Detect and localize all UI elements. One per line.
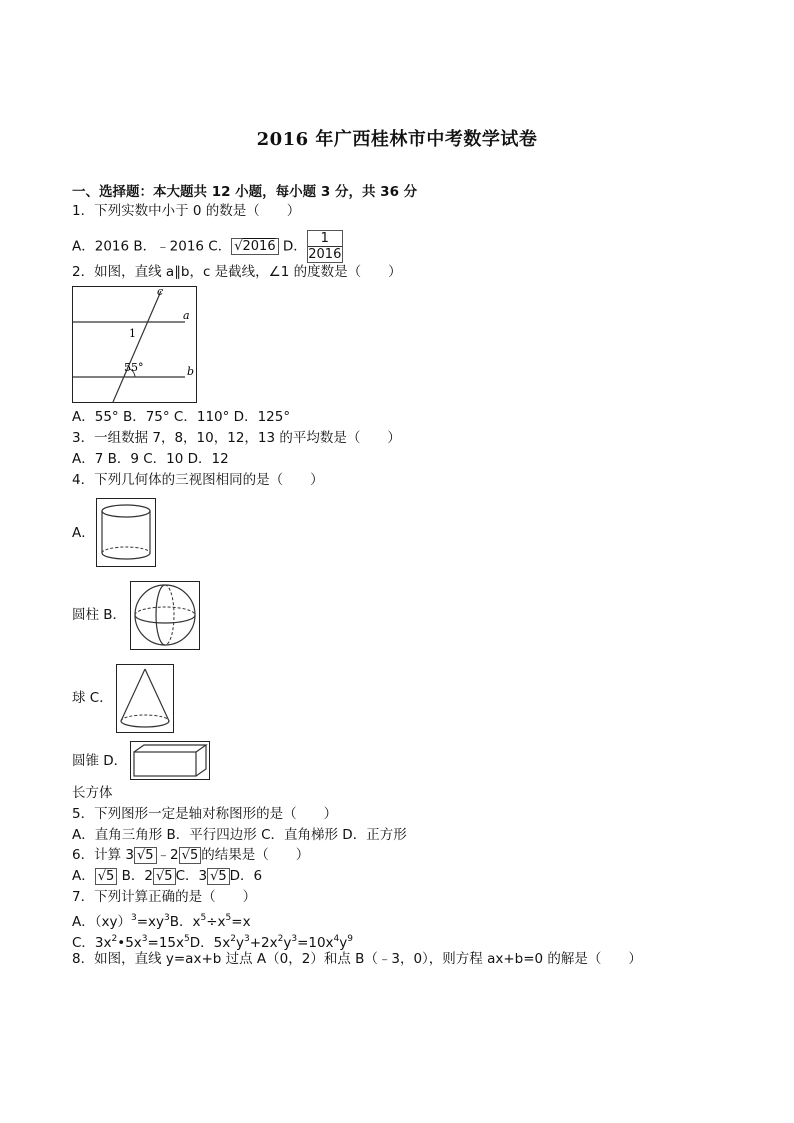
q7-l2-t2: •5x <box>117 935 142 951</box>
q2-stem: 2．如图，直线 a∥b，c 是截线，∠1 的度数是（ ） <box>72 264 402 280</box>
label-a: a <box>183 309 190 322</box>
q6-sqrt-2: √5 <box>179 847 202 864</box>
q7-l2-t16: y <box>339 935 348 951</box>
sphere-equator-front <box>135 615 195 623</box>
line-c <box>113 291 161 402</box>
cuboid-side <box>196 745 206 776</box>
cone-right <box>145 669 169 721</box>
cone-base-back <box>121 715 169 721</box>
q6-options <box>72 867 262 885</box>
q7-l2-t14: =10x <box>297 935 334 951</box>
q6-stem-b: ﹣2 <box>156 847 179 863</box>
cylinder-bottom-back <box>102 547 150 553</box>
q7-l2-t6: D．5x <box>189 935 231 951</box>
q7-l2-s3: 3 <box>141 934 148 944</box>
q6-opt-c: C．3 <box>175 868 208 884</box>
label-1: 1 <box>129 327 136 340</box>
q6-sqrt-1-val: 5 <box>145 847 154 863</box>
q1-option-d-label: D． <box>278 238 307 255</box>
q2-figure-svg <box>73 287 196 402</box>
q6-opt-d: D．6 <box>229 868 263 884</box>
q6-stem <box>72 846 309 864</box>
q7-l1-t6: ÷x <box>206 914 226 930</box>
q7-l1-s3: 3 <box>164 913 170 923</box>
sphere-outline <box>135 585 195 645</box>
q6-opt-b-val: 5 <box>164 868 173 884</box>
cuboid-front <box>134 752 196 776</box>
q2-figure <box>72 286 197 403</box>
q1-frac-num: 1 <box>308 231 342 247</box>
q1-sqrt: √2016 <box>231 238 278 255</box>
q7-l2-t10: +2x <box>249 935 278 951</box>
q6-opt-b: B．2 <box>117 868 153 884</box>
q1-options <box>72 230 343 263</box>
cone-figure <box>116 664 174 733</box>
cuboid-top <box>134 745 206 752</box>
q6-opt-a-sqrt: √5 <box>95 868 118 885</box>
label-55: 55° <box>124 361 144 374</box>
q6-opt-c-val: 5 <box>218 868 227 884</box>
q5-stem: 5．下列图形一定是轴对称图形的是（ ） <box>72 806 338 822</box>
cuboid-svg <box>131 742 209 779</box>
q7-l2-s15: 4 <box>333 934 340 944</box>
sphere-figure <box>130 581 200 650</box>
q7-l2-s13: 3 <box>291 934 298 944</box>
q4-c-label: 球 C． <box>72 690 113 706</box>
q8-stem: 8．如图，直线 y=ax+b 过点 A（0，2）和点 B（﹣3，0），则方程 ax+b=0 的解是（ ） <box>72 951 642 967</box>
q7-l2-t8: y <box>235 935 244 951</box>
cone-svg <box>117 665 173 732</box>
q7-l1-t2: =xy <box>136 914 164 930</box>
q7-l1-s5: 5 <box>200 913 207 923</box>
cone-base-front <box>121 721 169 727</box>
q7-l2-t12: y <box>283 935 292 951</box>
q7-line2 <box>72 930 353 952</box>
q7-l2-t4: =15x <box>147 935 185 951</box>
q4-stem: 4．下列几何体的三视图相同的是（ ） <box>72 472 324 488</box>
q7-l1-t0: A．（xy） <box>72 914 131 930</box>
q7-l2-s17: 9 <box>347 934 354 944</box>
q4-d-label: 圆锥 D． <box>72 753 128 769</box>
q7-stem: 7．下列计算正确的是（ ） <box>72 889 257 905</box>
q4-b-label: 圆柱 B． <box>72 607 127 623</box>
q6-opt-a-val: 5 <box>106 868 115 884</box>
q7-l2-t0: C．3x <box>72 935 112 951</box>
sphere-meridian-back <box>165 585 174 645</box>
q6-stem-c: 的结果是（ ） <box>201 847 310 863</box>
q2-options: A．55° B．75° C．110° D．125° <box>72 409 291 425</box>
q7-l1-s1: 3 <box>130 913 137 923</box>
q7-l1-t8: =x <box>231 914 251 930</box>
q7-l2-s7: 2 <box>230 934 236 944</box>
q6-opt-b-sqrt: √5 <box>153 868 176 885</box>
cuboid-figure <box>130 741 210 780</box>
sphere-equator-back <box>135 607 195 615</box>
q1-stem: 1．下列实数中小于 0 的数是（ ） <box>72 203 301 219</box>
cylinder-figure <box>96 498 156 567</box>
label-b: b <box>187 365 195 378</box>
q6-stem-a: 6．计算 3 <box>72 847 134 863</box>
q3-stem: 3．一组数据 7，8，10，12，13 的平均数是（ ） <box>72 430 401 446</box>
q6-opt-c-sqrt: √5 <box>207 868 230 885</box>
q1-sqrt-value: 2016 <box>242 239 276 254</box>
cylinder-bottom-front <box>102 553 150 559</box>
cone-left <box>121 669 145 721</box>
q7-l2-s5: 5 <box>184 934 190 944</box>
q3-options: A．7 B．9 C．10 D．12 <box>72 451 229 467</box>
q6-sqrt-1: √5 <box>134 847 157 864</box>
section-heading: 一、选择题：本大题共 12 小题，每小题 3 分，共 36 分 <box>72 184 418 200</box>
sphere-svg <box>131 582 199 649</box>
label-c: c <box>157 287 164 298</box>
q4-a-label: A． <box>72 525 95 541</box>
q7-l2-s1: 2 <box>111 934 118 944</box>
q1-options-ab: A．2016 B．﹣2016 C． <box>72 238 232 255</box>
q7-l2-s11: 2 <box>277 934 284 944</box>
q7-l1-t4: B．x <box>169 914 201 930</box>
sphere-meridian-front <box>156 585 165 645</box>
q4-end-label: 长方体 <box>72 785 113 801</box>
q6-sqrt-2-val: 5 <box>189 847 199 863</box>
q7-line1 <box>72 909 251 931</box>
q6-opt-a: A． <box>72 868 95 884</box>
q1-frac-den: 2016 <box>308 247 342 262</box>
cylinder-svg <box>97 499 155 566</box>
q1-fraction <box>307 230 343 263</box>
page-title: 2016 年广西桂林市中考数学试卷 <box>256 129 538 150</box>
cylinder-top <box>102 505 150 517</box>
q7-l1-s7: 5 <box>225 913 232 923</box>
q7-l2-s9: 3 <box>243 934 250 944</box>
q5-options: A．直角三角形 B．平行四边形 C．直角梯形 D．正方形 <box>72 827 407 843</box>
